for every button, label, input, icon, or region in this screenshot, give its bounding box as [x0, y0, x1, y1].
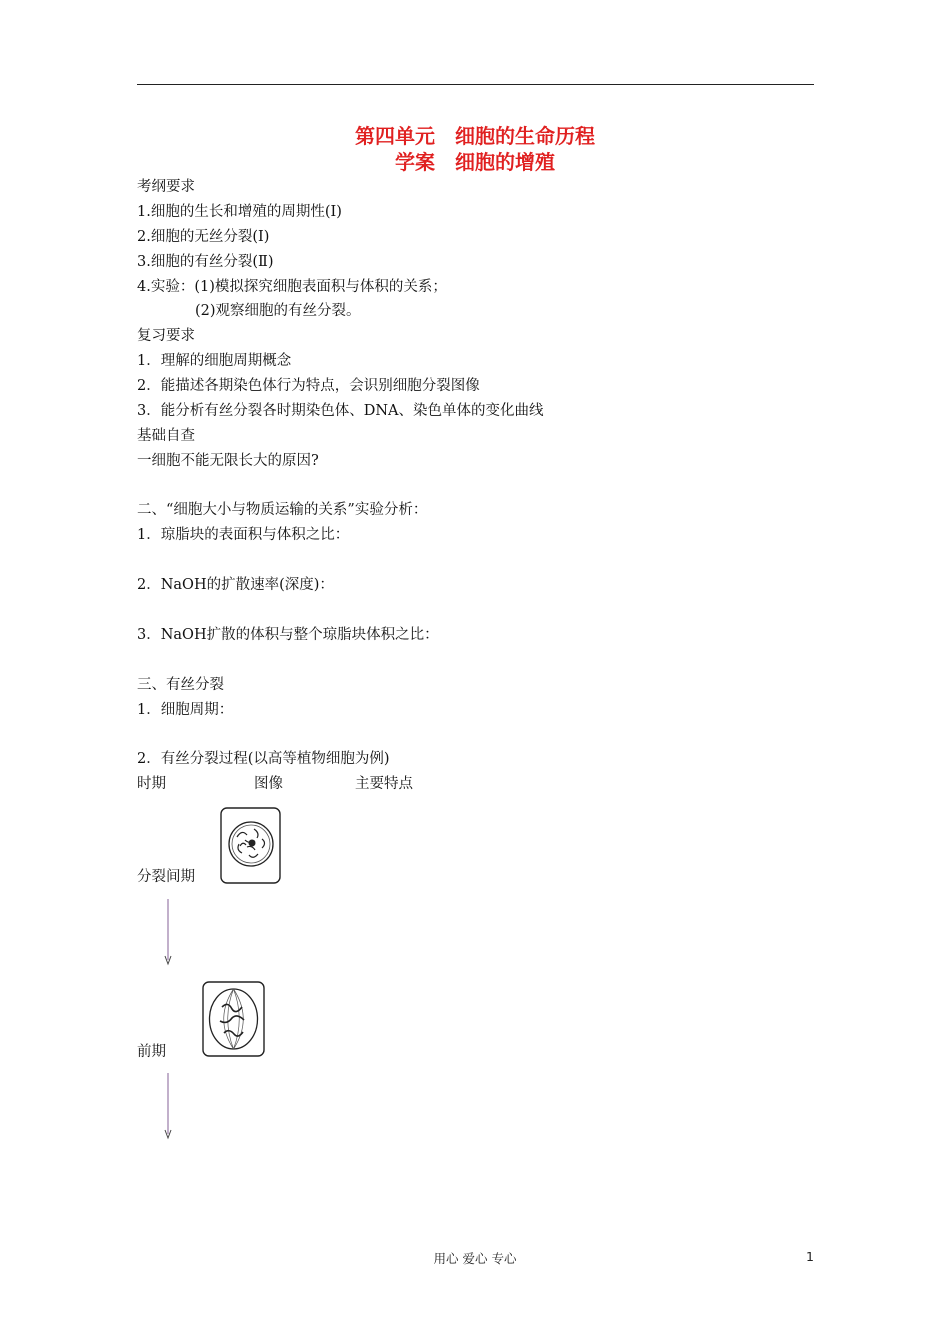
- mitosis-item: 1．细胞周期：: [137, 702, 234, 718]
- basics-question: 一细胞不能无限长大的原因?: [137, 453, 319, 469]
- exam-outline-item: 2.细胞的无丝分裂(Ⅰ): [137, 229, 270, 245]
- experiment-item: 2．NaOH的扩散速率(深度)：: [137, 577, 334, 593]
- down-arrow-icon: [164, 1072, 172, 1140]
- footer-text: 用心 爱心 专心: [433, 1251, 517, 1266]
- exam-outline-item: 4.实验：(1)模拟探究细胞表面积与体积的关系；: [137, 279, 447, 295]
- header-rule: [137, 84, 814, 85]
- column-period: 时期: [137, 776, 166, 792]
- unit-title: 第四单元 细胞的生命历程: [355, 124, 595, 148]
- column-features: 主要特点: [355, 776, 413, 792]
- mitosis-heading: 三、有丝分裂: [137, 677, 224, 693]
- exam-outline-item: 1.细胞的生长和增殖的周期性(Ⅰ): [137, 204, 342, 220]
- interphase-cell-icon: [220, 807, 281, 884]
- down-arrow-icon: [164, 898, 172, 966]
- experiment-item: 3．NaOH扩散的体积与整个琼脂块体积之比：: [137, 627, 439, 643]
- basics-heading: 基础自查: [137, 428, 195, 444]
- experiment-heading: 二、“细胞大小与物质运输的关系”实验分析：: [137, 502, 428, 518]
- stage-label-prophase: 前期: [137, 1044, 166, 1060]
- page-number: 1: [806, 1249, 814, 1264]
- experiment-item: 1．琼脂块的表面积与体积之比：: [137, 527, 350, 543]
- review-item: 3．能分析有丝分裂各时期染色体、DNA、染色单体的变化曲线: [137, 403, 544, 419]
- review-item: 2．能描述各期染色体行为特点，会识别细胞分裂图像: [137, 378, 480, 394]
- exam-outline-item: (2)观察细胞的有丝分裂。: [137, 303, 361, 319]
- mitosis-item: 2．有丝分裂过程(以高等植物细胞为例): [137, 751, 390, 767]
- exam-outline-heading: 考纲要求: [137, 179, 195, 195]
- review-item: 1．理解的细胞周期概念: [137, 353, 292, 369]
- exam-outline-item: 3.细胞的有丝分裂(Ⅱ): [137, 254, 274, 270]
- stage-label-interphase: 分裂间期: [137, 869, 195, 885]
- review-heading: 复习要求: [137, 328, 195, 344]
- column-image: 图像: [254, 776, 283, 792]
- lesson-title: 学案 细胞的增殖: [395, 150, 555, 174]
- prophase-cell-icon: [202, 981, 265, 1057]
